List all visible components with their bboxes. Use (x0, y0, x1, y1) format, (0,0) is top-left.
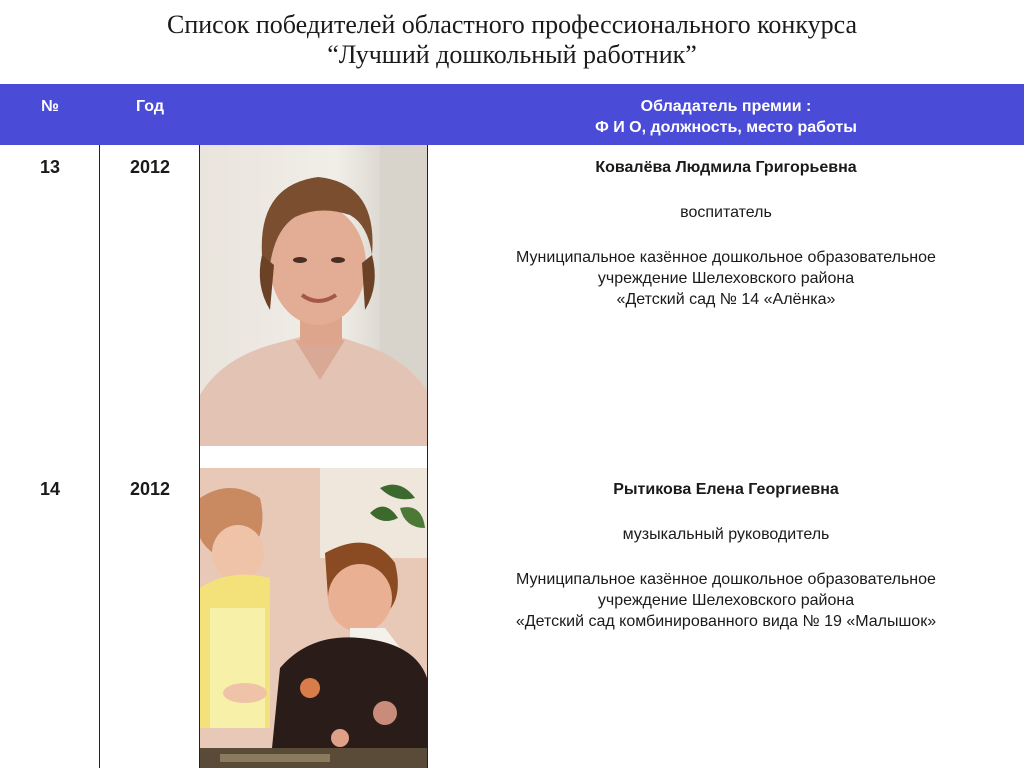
winner-info (428, 479, 1024, 632)
org-line: учреждение Шелеховского района (597, 270, 855, 287)
header-winner (428, 96, 1024, 138)
winner-role: музыкальный руководитель (622, 526, 830, 543)
header-winner-line-1: Обладатель премии : (640, 98, 812, 115)
winner-name: Ковалёва Людмила Григорьевна (595, 159, 857, 176)
org-line: «Детский сад № 14 «Алёнка» (616, 291, 836, 308)
row-year: 2012 (129, 157, 171, 177)
header-number: № (41, 98, 59, 115)
org-line: «Детский сад комбинированного вида № 19 «Малышок» (515, 613, 937, 630)
row-year: 2012 (129, 479, 171, 499)
title-line-2: “Лучший дошкольный работник” (327, 40, 697, 69)
row-number: 14 (39, 479, 61, 499)
org-line: Муниципальное казённое дошкольное образовательное (516, 249, 936, 266)
header-year: Год (136, 98, 164, 115)
org-line: учреждение Шелеховского района (597, 592, 855, 609)
header-winner-line-2: Ф И О, должность, место работы (595, 119, 857, 136)
page-title (0, 10, 1024, 70)
winner-organization (428, 569, 1024, 632)
winner-photo (200, 468, 427, 768)
winner-organization (428, 247, 1024, 310)
table-header (0, 84, 1024, 145)
winner-role: воспитатель (680, 204, 772, 221)
winner-photo (200, 145, 427, 446)
row-number: 13 (39, 157, 61, 177)
winner-name: Рытикова Елена Георгиевна (613, 481, 839, 498)
column-divider (99, 145, 100, 768)
title-line-1: Список победителей областного профессионального конкурса (166, 10, 857, 39)
winner-info (428, 157, 1024, 310)
org-line: Муниципальное казённое дошкольное образовательное (516, 571, 936, 588)
